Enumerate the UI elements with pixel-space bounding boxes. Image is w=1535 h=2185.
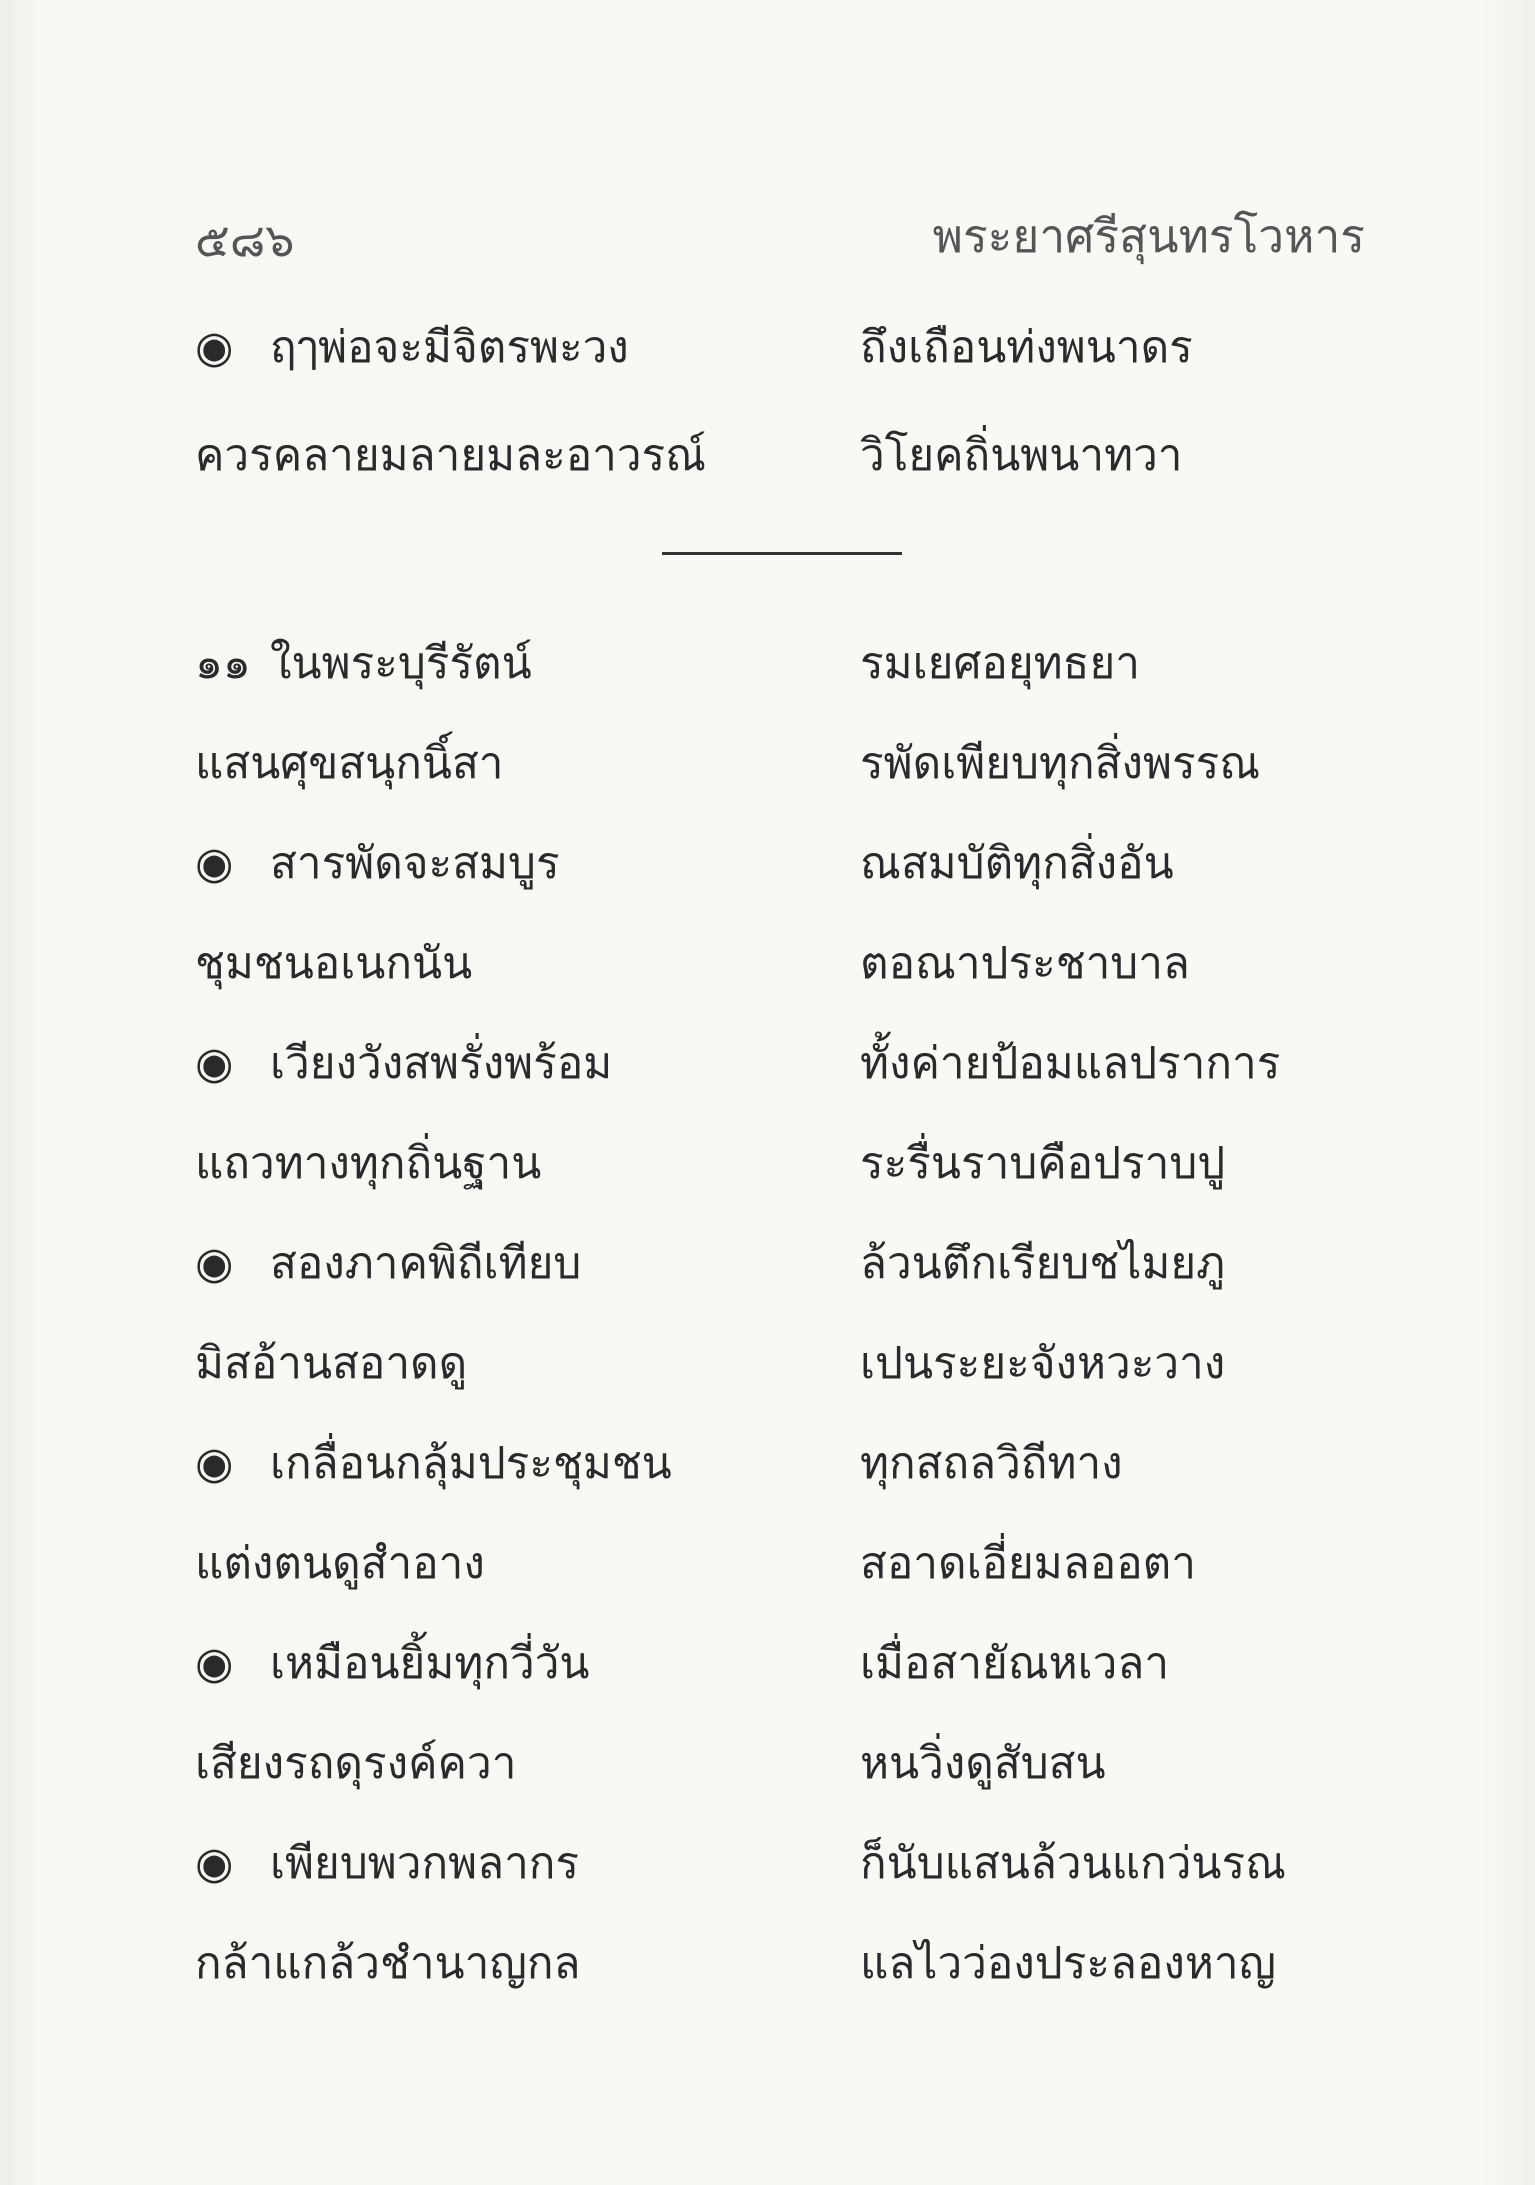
page-header: [195, 200, 1365, 267]
page-number: ๕๘๖: [195, 213, 295, 267]
verse-right: เมื่อสายัณหเวลา: [860, 1638, 1170, 1689]
stanza-marker: ◉: [195, 1638, 234, 1689]
verse-left: เกลื่อนกลุ้มประชุมชน: [270, 1438, 672, 1489]
verse-line: [195, 1428, 1365, 1498]
verse-right: ก็นับแสนล้วนแกว่นรณ: [860, 1838, 1286, 1889]
verse-right: ล้วนตึกเรียบชไมยภู: [860, 1238, 1226, 1289]
verse-line: [195, 828, 1365, 898]
verse-right: วิโยคถิ่นพนาทวา: [860, 430, 1183, 481]
verse-left: แถวทางทุกถิ่นฐาน: [195, 1138, 542, 1189]
verse-left: ควรคลายมลายมละอาวรณ์: [195, 430, 707, 481]
running-title: พระยาศรีสุนทรโวหาร: [932, 209, 1365, 263]
verse-line: [195, 928, 1365, 998]
verse-left: สองภาคพิถีเทียบ: [270, 1238, 582, 1289]
stanza-marker: ◉: [195, 322, 234, 373]
verse-right: ระรื่นราบคือปราบปู: [860, 1138, 1226, 1189]
verse-left: ในพระบุรีรัตน์: [270, 638, 532, 689]
verse-right: รพัดเพียบทุกสิ่งพรรณ: [860, 738, 1261, 789]
verse-left: มิสอ้านสอาดดู: [195, 1338, 468, 1389]
verse-left: เหมือนยิ้มทุกวี่วัน: [270, 1638, 590, 1689]
stanza-marker: ◉: [195, 1438, 234, 1489]
verse-left: ฤๅพ่อจะมีจิตรพะวง: [270, 322, 629, 373]
verse-left: เพียบพวกพลากร: [270, 1838, 580, 1889]
verse-line: [195, 1828, 1365, 1898]
verse-right: เปนระยะจังหวะวาง: [860, 1338, 1226, 1389]
verse-left: แสนศุขสนุกนิ์สา: [195, 738, 504, 789]
verse-line: [195, 628, 1365, 698]
stanza-marker: ◉: [195, 1238, 234, 1289]
verse-right: ณสมบัติทุกสิ่งอัน: [860, 838, 1174, 889]
verse-left: ชุมชนอเนกนัน: [195, 938, 473, 989]
stanza-marker: ◉: [195, 1038, 234, 1089]
verse-line: [195, 728, 1365, 798]
verse-line: [195, 1228, 1365, 1298]
verse-right: ทั้งค่ายป้อมแลปราการ: [860, 1038, 1281, 1089]
verse-right: สอาดเอี่ยมลออตา: [860, 1538, 1196, 1589]
verse-line: [195, 1128, 1365, 1198]
verse-line: [195, 1628, 1365, 1698]
stanza-marker: ◉: [195, 1838, 234, 1889]
verse-left: กล้าแกล้วชำนาญกล: [195, 1938, 581, 1989]
verse-line: [195, 1528, 1365, 1598]
verse-left: เวียงวังสพรั่งพร้อม: [270, 1038, 613, 1089]
verse-line: [195, 420, 1365, 490]
verse-right: แลไวว่องประลองหาญ: [860, 1938, 1277, 1989]
verse-right: ถึงเถือนท่งพนาดร: [860, 322, 1193, 373]
stanza-number: ๑๑: [195, 638, 251, 689]
verse-line: [195, 1728, 1365, 1798]
verse-left: เสียงรถดุรงค์ควา: [195, 1738, 517, 1789]
verse-line: [195, 1328, 1365, 1398]
section-divider: [662, 552, 902, 555]
verse-right: รมเยศอยุทธยา: [860, 638, 1140, 689]
verse-line: [195, 312, 1365, 382]
verse-left: แต่งตนดูสำอาง: [195, 1538, 485, 1589]
verse-line: [195, 1928, 1365, 1998]
verse-line: [195, 1028, 1365, 1098]
verse-right: หนวิ่งดูสับสน: [860, 1738, 1106, 1789]
stanza-marker: ◉: [195, 838, 234, 889]
verse-right: ตอณาประชาบาล: [860, 938, 1190, 989]
verse-left: สารพัดจะสมบูร: [270, 838, 560, 889]
verse-right: ทุกสถลวิถีทาง: [860, 1438, 1123, 1489]
